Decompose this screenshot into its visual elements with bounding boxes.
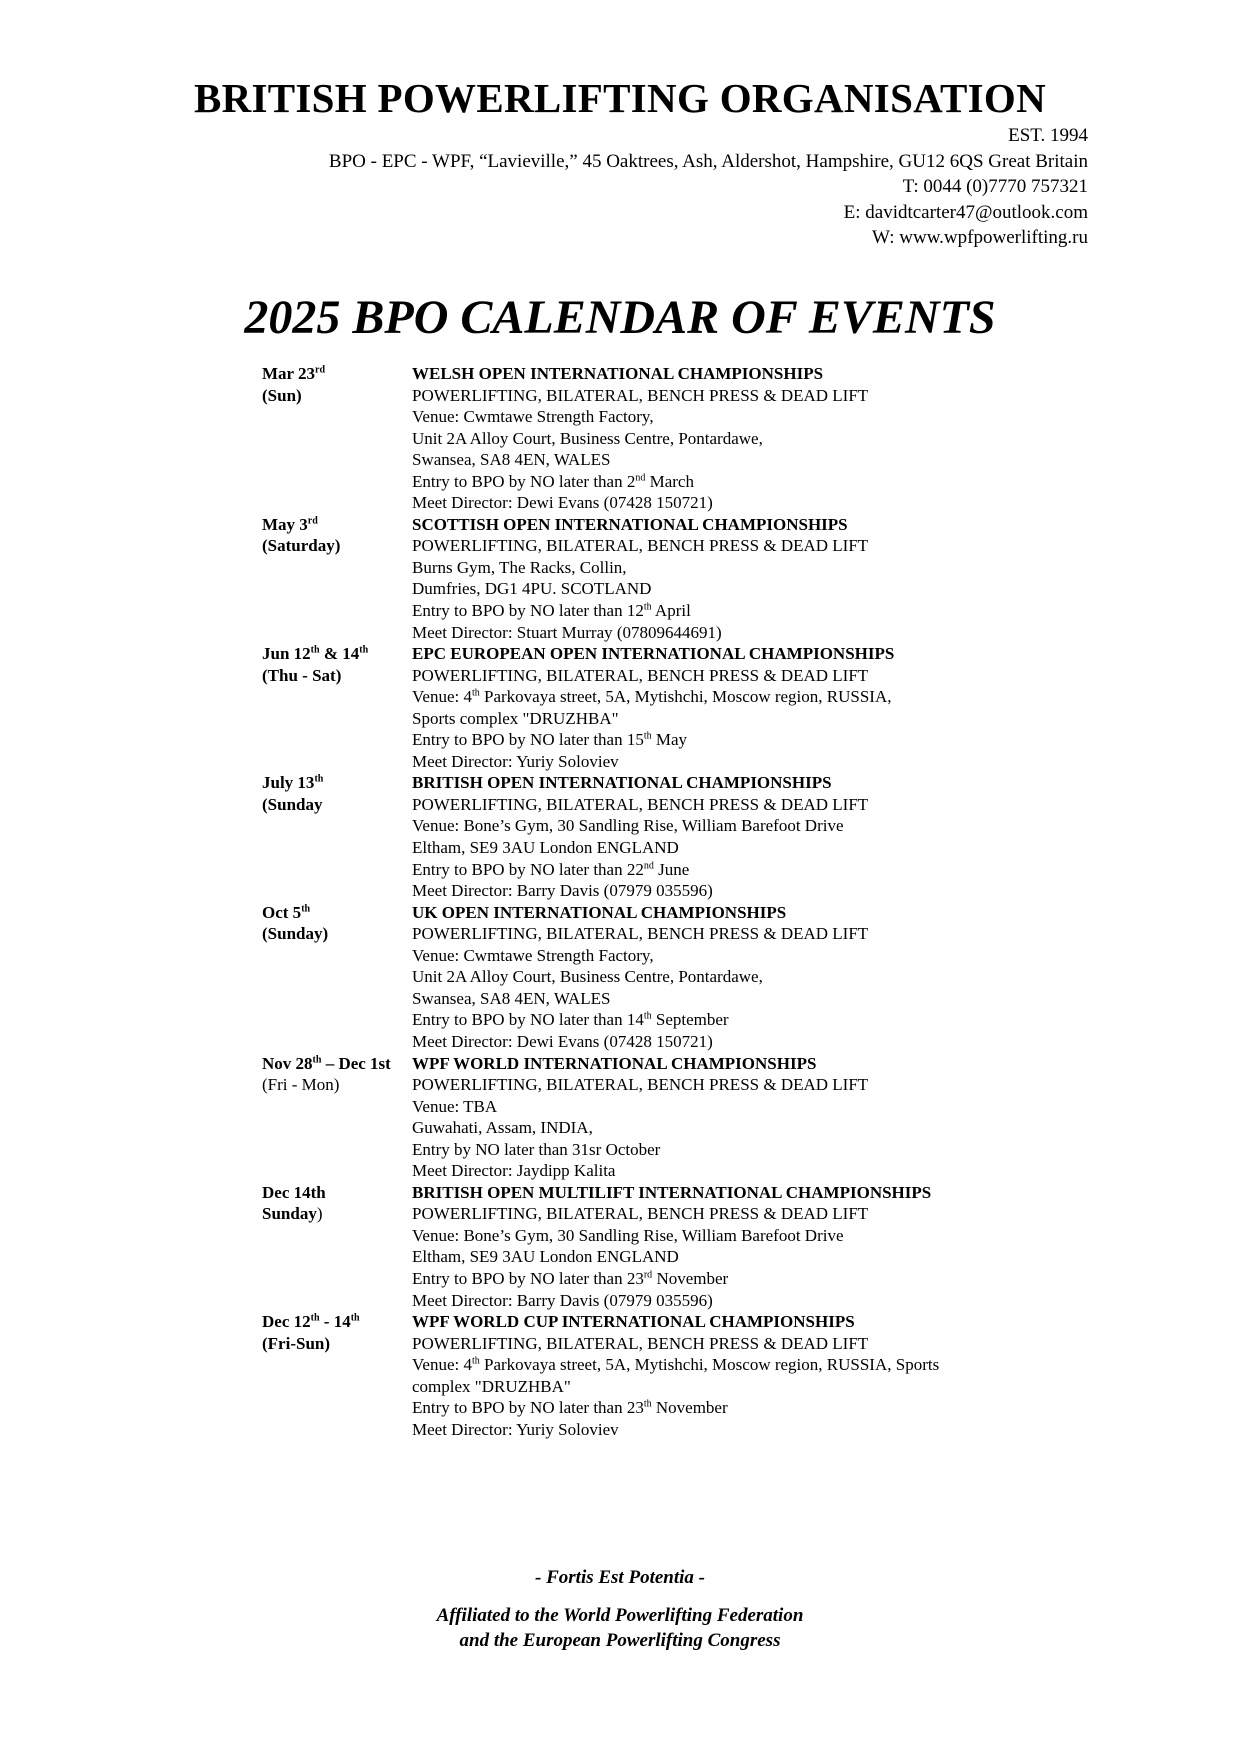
event-day-text: Sun bbox=[267, 385, 297, 405]
event-date bbox=[262, 363, 412, 385]
event-venue-line: Unit 2A Alloy Court, Business Centre, Pontardawe, bbox=[412, 428, 763, 448]
event-date-text: July 13 bbox=[262, 773, 315, 793]
event-details bbox=[412, 902, 1062, 1053]
entry-deadline-month: November bbox=[652, 1268, 729, 1288]
event-venue-text: Venue: 4 bbox=[412, 687, 472, 707]
event-date bbox=[262, 1311, 412, 1333]
event-disciplines: POWERLIFTING, BILATERAL, BENCH PRESS & DEAD LIFT bbox=[412, 1333, 869, 1353]
event-venue-line: Swansea, SA8 4EN, WALES bbox=[412, 988, 611, 1008]
event-entry bbox=[262, 1311, 1062, 1440]
entry-deadline-suffix: rd bbox=[643, 1269, 653, 1281]
event-day-open-paren: ( bbox=[262, 1333, 268, 1353]
event-details bbox=[412, 363, 1062, 514]
event-day-text: Saturday bbox=[267, 536, 335, 556]
event-date bbox=[262, 902, 412, 924]
entry-deadline-suffix: nd bbox=[643, 859, 654, 871]
event-day-open-paren: ( bbox=[262, 924, 268, 944]
event-disciplines: POWERLIFTING, BILATERAL, BENCH PRESS & DEAD LIFT bbox=[412, 1075, 869, 1095]
entry-deadline-suffix: th bbox=[643, 1010, 652, 1022]
event-entry-deadline bbox=[412, 729, 1062, 751]
entry-deadline-text: Entry to BPO by NO later than 23 bbox=[412, 1268, 644, 1288]
event-venue-text: Parkovaya street, 5A, Mytishchi, Moscow region, RUSSIA, Sports bbox=[479, 1355, 940, 1375]
event-details bbox=[412, 772, 1062, 901]
event-day-close-paren: ) bbox=[334, 536, 341, 556]
event-date-text: Dec 14th bbox=[262, 1182, 326, 1202]
event-day bbox=[262, 923, 412, 945]
event-meet-director: Meet Director: Jaydipp Kalita bbox=[412, 1161, 616, 1181]
event-venue-line: Burns Gym, The Racks, Collin, bbox=[412, 557, 627, 577]
event-meet-director: Meet Director: Barry Davis (07979 035596) bbox=[412, 881, 713, 901]
event-day bbox=[262, 1074, 412, 1096]
event-day-open-paren: ( bbox=[262, 794, 268, 814]
established-year: EST. 1994 bbox=[1008, 125, 1088, 146]
event-date bbox=[262, 643, 412, 665]
event-meet-director: Meet Director: Barry Davis (07979 035596) bbox=[412, 1290, 713, 1310]
event-date-suffix: rd bbox=[307, 515, 318, 527]
event-venue-line: Unit 2A Alloy Court, Business Centre, Pontardawe, bbox=[412, 967, 763, 987]
event-date-text: May 3 bbox=[262, 514, 308, 534]
event-entry-deadline bbox=[412, 600, 1062, 622]
event-day-close-paren: ) bbox=[322, 924, 329, 944]
event-entry-deadline bbox=[412, 1397, 1062, 1419]
event-entry bbox=[262, 363, 1062, 514]
event-entry-deadline bbox=[412, 471, 1062, 493]
event-day-text: Fri - Mon bbox=[267, 1075, 334, 1095]
email-address: E: davidtcarter47@outlook.com bbox=[843, 201, 1088, 223]
event-day-text: Fri-Sun bbox=[267, 1333, 325, 1353]
event-day bbox=[262, 665, 412, 687]
event-day-close-paren: ) bbox=[296, 385, 302, 405]
event-date-column bbox=[262, 363, 412, 514]
entry-deadline-text: Entry to BPO by NO later than 2 bbox=[412, 471, 636, 491]
event-venue-line: Sports complex "DRUZHBA" bbox=[412, 708, 619, 728]
event-date-text: Dec 12 bbox=[262, 1312, 311, 1332]
entry-deadline-text: Entry to BPO by NO later than 14 bbox=[412, 1010, 644, 1030]
event-date-end-suffix: th bbox=[350, 1312, 360, 1324]
event-entry-deadline bbox=[412, 859, 1062, 881]
event-title: WELSH OPEN INTERNATIONAL CHAMPIONSHIPS bbox=[412, 364, 824, 383]
event-day bbox=[262, 1333, 412, 1355]
event-date-suffix: th bbox=[310, 1312, 320, 1324]
event-day-open-paren: ( bbox=[262, 665, 268, 685]
event-title: WPF WORLD INTERNATIONAL CHAMPIONSHIPS bbox=[412, 1053, 817, 1073]
event-date-column bbox=[262, 902, 412, 1053]
event-venue-line: Venue: Cwmtawe Strength Factory, bbox=[412, 945, 654, 965]
event-entry-deadline bbox=[412, 1009, 1062, 1031]
event-date-text: Nov 28 bbox=[262, 1053, 313, 1073]
event-meet-director: Meet Director: Yuriy Soloviev bbox=[412, 1419, 619, 1439]
event-date-text: Oct 5 bbox=[262, 902, 302, 922]
entry-deadline-suffix: nd bbox=[635, 472, 646, 484]
event-venue-line: Eltham, SE9 3AU London ENGLAND bbox=[412, 1247, 679, 1267]
event-venue-suffix: th bbox=[471, 1355, 480, 1367]
event-venue-suffix: th bbox=[471, 687, 480, 699]
event-entry-deadline bbox=[412, 1139, 1062, 1161]
event-date-suffix: th bbox=[301, 903, 311, 915]
event-date-suffix: th bbox=[310, 644, 320, 656]
event-day-open-paren: ( bbox=[262, 385, 268, 405]
event-date-end: - 14 bbox=[319, 1312, 351, 1332]
event-details bbox=[412, 1311, 1062, 1440]
event-date bbox=[262, 772, 412, 794]
event-venue-line: Venue: TBA bbox=[412, 1096, 498, 1116]
event-day-text: Thu - Sat bbox=[267, 665, 336, 685]
event-day-close-paren: ) bbox=[335, 665, 342, 685]
event-date-column bbox=[262, 514, 412, 643]
event-venue-text: Parkovaya street, 5A, Mytishchi, Moscow region, RUSSIA, bbox=[479, 687, 892, 707]
event-day-text: Sunday bbox=[267, 794, 323, 814]
event-details bbox=[412, 643, 1062, 772]
event-entry bbox=[262, 1053, 1062, 1182]
website-address: W: www.wpfpowerlifting.ru bbox=[872, 227, 1088, 248]
entry-deadline-suffix: th bbox=[643, 730, 652, 742]
entry-deadline-month: June bbox=[653, 859, 690, 879]
events-list bbox=[262, 363, 1062, 1440]
event-disciplines: POWERLIFTING, BILATERAL, BENCH PRESS & DEAD LIFT bbox=[412, 1204, 869, 1224]
event-meet-director: Meet Director: Yuriy Soloviev bbox=[412, 751, 619, 771]
calendar-title: 2025 BPO CALENDAR OF EVENTS bbox=[244, 291, 996, 344]
event-date bbox=[262, 1182, 412, 1204]
event-entry-deadline bbox=[412, 1268, 1062, 1290]
event-entry bbox=[262, 643, 1062, 772]
postal-address: BPO - EPC - WPF, “Lavieville,” 45 Oaktrees, Ash, Aldershot, Hampshire, GU12 6QS Great Britain bbox=[328, 150, 1088, 172]
entry-deadline-month: April bbox=[651, 601, 691, 621]
affiliation-line-1: Affiliated to the World Powerlifting Federation bbox=[436, 1605, 804, 1626]
event-date-end-suffix: th bbox=[359, 644, 369, 656]
event-date-end: & 14 bbox=[319, 644, 360, 664]
contact-block bbox=[329, 123, 1088, 251]
event-venue-line: complex "DRUZHBA" bbox=[412, 1376, 571, 1396]
event-disciplines: POWERLIFTING, BILATERAL, BENCH PRESS & DEAD LIFT bbox=[412, 536, 869, 556]
affiliation-line-2: and the European Powerlifting Congress bbox=[459, 1630, 781, 1651]
event-venue-line: Eltham, SE9 3AU London ENGLAND bbox=[412, 838, 679, 858]
event-date-suffix: th bbox=[314, 773, 324, 785]
event-day bbox=[262, 1203, 412, 1225]
event-date bbox=[262, 514, 412, 536]
event-title: EPC EUROPEAN OPEN INTERNATIONAL CHAMPIONSHIPS bbox=[412, 644, 895, 664]
event-date-end: – Dec 1st bbox=[321, 1053, 391, 1073]
event-title: BRITISH OPEN MULTILIFT INTERNATIONAL CHAMPIONSHIPS bbox=[412, 1182, 932, 1202]
entry-deadline-suffix: th bbox=[643, 1398, 652, 1410]
event-day-close-paren: ) bbox=[324, 1333, 331, 1353]
entry-deadline-month: September bbox=[651, 1010, 729, 1030]
entry-deadline-month: March bbox=[645, 471, 694, 491]
entry-deadline-month: May bbox=[651, 730, 688, 750]
event-title: BRITISH OPEN INTERNATIONAL CHAMPIONSHIPS bbox=[412, 773, 832, 793]
event-day-close-paren: ) bbox=[333, 1075, 340, 1095]
entry-deadline-text: Entry to BPO by NO later than 12 bbox=[412, 601, 644, 621]
event-entry bbox=[262, 514, 1062, 643]
event-date-suffix: th bbox=[312, 1053, 322, 1065]
event-date-column bbox=[262, 1182, 412, 1311]
event-venue-line: Guwahati, Assam, INDIA, bbox=[412, 1118, 593, 1138]
event-day-text: Sunday bbox=[262, 1204, 317, 1224]
event-venue-line: Venue: Bone’s Gym, 30 Sandling Rise, William Barefoot Drive bbox=[412, 816, 844, 836]
event-title: WPF WORLD CUP INTERNATIONAL CHAMPIONSHIPS bbox=[412, 1312, 855, 1332]
event-day bbox=[262, 794, 412, 816]
event-venue-line: Venue: Cwmtawe Strength Factory, bbox=[412, 407, 654, 427]
event-venue-line bbox=[412, 1354, 1062, 1376]
event-disciplines: POWERLIFTING, BILATERAL, BENCH PRESS & DEAD LIFT bbox=[412, 385, 869, 405]
entry-deadline-text: Entry to BPO by NO later than 15 bbox=[412, 730, 644, 750]
event-day bbox=[262, 385, 412, 407]
event-venue-line: Dumfries, DG1 4PU. SCOTLAND bbox=[412, 579, 652, 599]
event-day-open-paren: ( bbox=[262, 536, 268, 556]
event-date bbox=[262, 1053, 412, 1075]
event-meet-director: Meet Director: Stuart Murray (07809644691) bbox=[412, 622, 722, 642]
event-day-close-paren: ) bbox=[316, 1204, 323, 1224]
event-meet-director: Meet Director: Dewi Evans (07428 150721) bbox=[412, 1031, 713, 1051]
event-details bbox=[412, 1053, 1062, 1182]
event-date-text: Mar 23 bbox=[262, 364, 316, 383]
event-date-text: Jun 12 bbox=[262, 644, 311, 664]
entry-deadline-month: November bbox=[651, 1398, 728, 1418]
event-disciplines: POWERLIFTING, BILATERAL, BENCH PRESS & DEAD LIFT bbox=[412, 794, 869, 814]
event-entry bbox=[262, 772, 1062, 901]
entry-deadline-suffix: th bbox=[643, 601, 652, 613]
event-day-text: Sunday bbox=[267, 924, 323, 944]
event-venue-line: Venue: Bone’s Gym, 30 Sandling Rise, William Barefoot Drive bbox=[412, 1225, 844, 1245]
motto: - Fortis Est Potentia - bbox=[535, 1567, 705, 1588]
event-date-suffix: rd bbox=[315, 364, 326, 376]
entry-deadline-text: Entry to BPO by NO later than 22 bbox=[412, 859, 644, 879]
entry-deadline-text: Entry by NO later than 31sr October bbox=[412, 1139, 661, 1159]
event-venue-line bbox=[412, 686, 1062, 708]
event-title: SCOTTISH OPEN INTERNATIONAL CHAMPIONSHIPS bbox=[412, 514, 848, 534]
event-details bbox=[412, 514, 1062, 643]
event-title: UK OPEN INTERNATIONAL CHAMPIONSHIPS bbox=[412, 902, 787, 922]
event-disciplines: POWERLIFTING, BILATERAL, BENCH PRESS & DEAD LIFT bbox=[412, 924, 869, 944]
event-meet-director: Meet Director: Dewi Evans (07428 150721) bbox=[412, 493, 713, 513]
event-venue-text: Venue: 4 bbox=[412, 1355, 472, 1375]
event-date-column bbox=[262, 643, 412, 772]
event-entry bbox=[262, 902, 1062, 1053]
event-date-column bbox=[262, 772, 412, 901]
entry-deadline-text: Entry to BPO by NO later than 23 bbox=[412, 1398, 644, 1418]
organisation-name: BRITISH POWERLIFTING ORGANISATION bbox=[193, 75, 1047, 121]
event-day-open-paren: ( bbox=[262, 1075, 268, 1095]
event-entry bbox=[262, 1182, 1062, 1311]
event-day bbox=[262, 535, 412, 557]
event-details bbox=[412, 1182, 1062, 1311]
phone-number: T: 0044 (0)7770 757321 bbox=[902, 176, 1088, 197]
event-disciplines: POWERLIFTING, BILATERAL, BENCH PRESS & DEAD LIFT bbox=[412, 665, 869, 685]
event-venue-line: Swansea, SA8 4EN, WALES bbox=[412, 450, 611, 470]
event-date-column bbox=[262, 1311, 412, 1440]
event-date-column bbox=[262, 1053, 412, 1182]
